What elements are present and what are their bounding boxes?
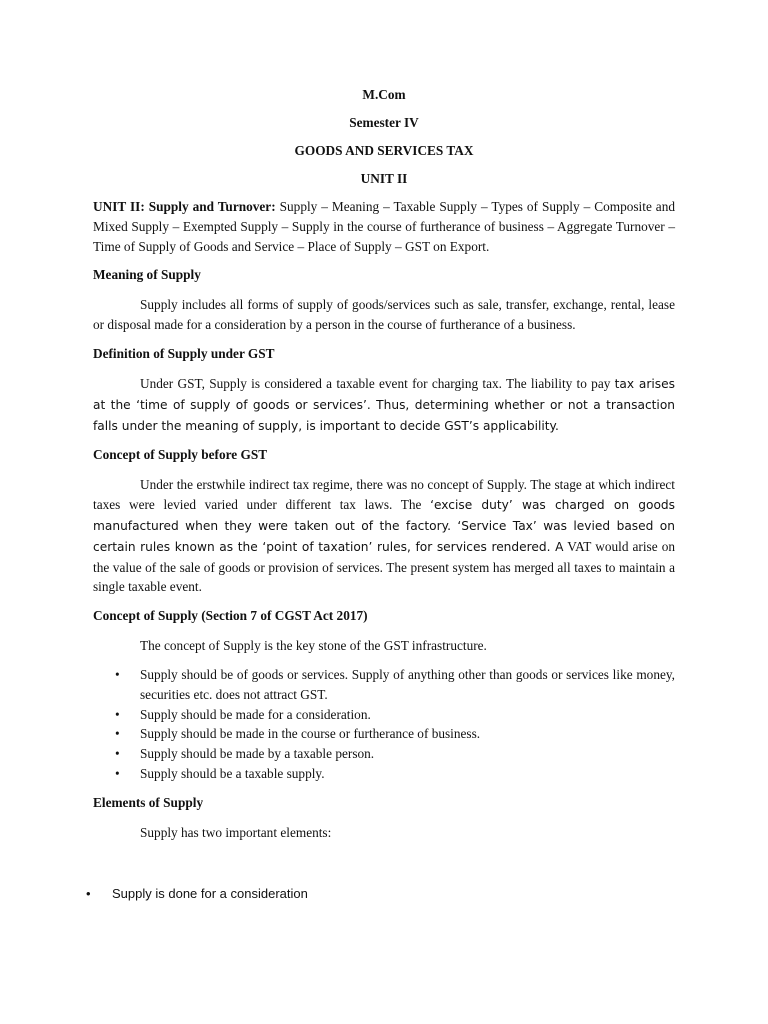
- section7-bullet-list: [93, 665, 675, 784]
- subject-title: GOODS AND SERVICES TAX: [294, 143, 474, 158]
- elements-bullet-list: [86, 884, 686, 904]
- bullet-icon: •: [86, 886, 91, 901]
- elements-text: Supply has two important elements:: [140, 824, 332, 840]
- elements-heading: Elements of Supply: [93, 794, 204, 810]
- section7-heading: Concept of Supply (Section 7 of CGST Act 2017): [93, 608, 368, 624]
- bullet-icon: •: [115, 746, 120, 762]
- definition-heading: Definition of Supply under GST: [93, 345, 275, 361]
- list-item-text: Supply should be of goods or services. Supply of anything other than goods or services like money, securities etc. does not attract GST.: [140, 666, 675, 702]
- unit-title: UNIT II: [360, 171, 408, 186]
- definition-text: [93, 374, 675, 436]
- before-gst-heading: Concept of Supply before GST: [93, 447, 268, 463]
- before-gst-text-a: Under the erstwhile indirect tax regime, there was no concept of Supply. The stage at which indirect taxes were levied varied under different tax laws. The: [93, 477, 675, 513]
- unit-intro-label: UNIT II: Supply and Turnover:: [93, 199, 276, 214]
- bullet-icon: •: [115, 666, 120, 682]
- list-item-text: Supply is done for a consideration: [112, 886, 308, 901]
- semester-title: Semester IV: [349, 115, 419, 130]
- list-item: [93, 744, 675, 764]
- list-item: [93, 724, 675, 744]
- before-gst-text: [93, 475, 675, 597]
- list-item-text: Supply should be made for a consideration.: [140, 706, 371, 722]
- definition-text-b: tax arises at the ‘time of supply of goods or services’. Thus, determining whether or not a transaction falls under the meaning of supply, is important to decide GST’s applicability.: [93, 376, 675, 433]
- list-item: [86, 884, 686, 904]
- list-item: [93, 764, 675, 784]
- bullet-icon: •: [115, 726, 120, 742]
- list-item-text: Supply should be made by a taxable person.: [140, 746, 375, 762]
- bullet-icon: •: [115, 765, 120, 781]
- degree-title: M.Com: [362, 87, 406, 102]
- unit-intro-text: Supply – Meaning – Taxable Supply – Types of Supply – Composite and Mixed Supply – Exempted Supply – Supply in the course of furtherance of business – Aggregate Turnover – Time of Supply of Goods and Service – Place of Supply – GST on Export.: [93, 199, 676, 254]
- list-item-text: Supply should be a taxable supply.: [140, 765, 325, 781]
- list-item: [93, 705, 675, 725]
- list-item: [93, 665, 675, 705]
- before-gst-text-b: ‘excise duty’ was charged on goods manufactured when they were taken out of the factory. ‘Service Tax’ was levied based on certain rules known as the ‘point of taxation’ rules, for services rendered. A: [93, 498, 675, 554]
- bullet-icon: •: [115, 706, 120, 722]
- definition-text-a: Under GST, Supply is considered a taxable event for charging tax. The liability to pay: [140, 375, 615, 391]
- list-item-text: Supply should be made in the course or furtherance of business.: [140, 726, 481, 742]
- section7-text: The concept of Supply is the key stone of the GST infrastructure.: [140, 638, 487, 654]
- unit-intro: [93, 197, 675, 256]
- meaning-heading: Meaning of Supply: [93, 267, 201, 283]
- document-page: [93, 85, 675, 852]
- meaning-text: Supply includes all forms of supply of goods/services such as sale, transfer, exchange, rental, lease or disposal made for a consideration by a person in the course of furtherance of a business.: [93, 297, 675, 333]
- before-gst-text-c: VAT would arise on the value of the sale of goods or provision of services. The present system has merged all taxes to maintain a single taxable event.: [93, 538, 675, 595]
